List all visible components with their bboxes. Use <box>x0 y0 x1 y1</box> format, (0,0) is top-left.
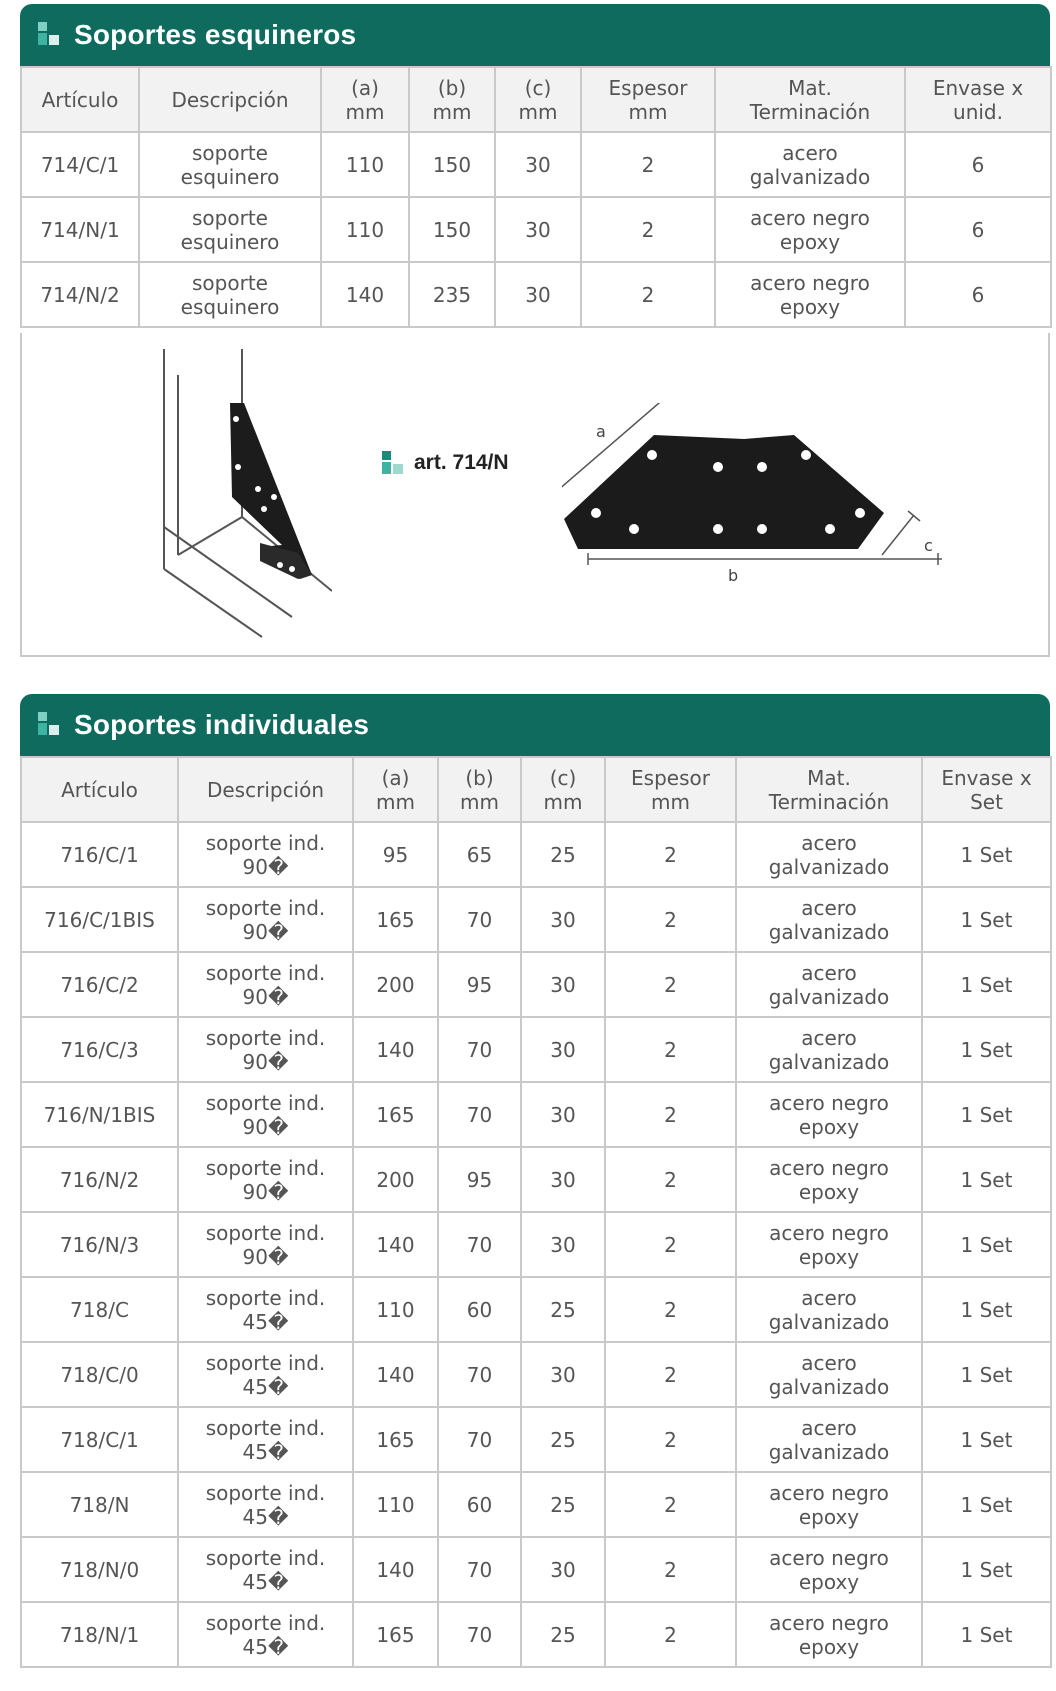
table-cell: 1 Set <box>922 1212 1051 1277</box>
section-header <box>20 694 1050 756</box>
table-cell: 2 <box>605 952 736 1017</box>
table-cell: acero negro epoxy <box>736 1147 922 1212</box>
table-cell: 30 <box>521 1212 605 1277</box>
table-cell: 30 <box>495 132 581 197</box>
table-body <box>21 822 1051 1667</box>
table-row <box>21 887 1051 952</box>
table-cell: acero galvanizado <box>736 1407 922 1472</box>
table-cell: 30 <box>495 197 581 262</box>
table-cell: 30 <box>521 887 605 952</box>
header-cell: Espesor mm <box>581 67 715 132</box>
header-cell: Descripción <box>178 757 353 822</box>
table-cell: soporte ind. 45� <box>178 1472 353 1537</box>
table-cell: acero galvanizado <box>736 887 922 952</box>
table-cell: 2 <box>605 1537 736 1602</box>
table-cell: 714/C/1 <box>21 132 139 197</box>
table-cell: 714/N/2 <box>21 262 139 327</box>
table-cell: acero negro epoxy <box>736 1537 922 1602</box>
table-cell: 95 <box>438 1147 521 1212</box>
table-cell: 2 <box>605 1602 736 1667</box>
table-cell: soporte ind. 45� <box>178 1277 353 1342</box>
table-cell: acero galvanizado <box>736 822 922 887</box>
table-cell: 718/N <box>21 1472 178 1537</box>
brand-squares-icon <box>382 451 404 475</box>
table-cell: 25 <box>521 1277 605 1342</box>
table-cell: 140 <box>353 1212 438 1277</box>
table-cell: 6 <box>905 197 1051 262</box>
table-cell: 1 Set <box>922 822 1051 887</box>
table-cell: 716/C/1 <box>21 822 178 887</box>
table-cell: 2 <box>605 1407 736 1472</box>
table-cell: 200 <box>353 1147 438 1212</box>
header-cell: (c) mm <box>495 67 581 132</box>
product-table <box>20 756 1052 1668</box>
table-cell: 1 Set <box>922 1147 1051 1212</box>
table-cell: 30 <box>521 1147 605 1212</box>
table-cell: acero negro epoxy <box>715 262 905 327</box>
table-row <box>21 1472 1051 1537</box>
table-cell: acero galvanizado <box>736 1277 922 1342</box>
table-cell: 716/N/3 <box>21 1212 178 1277</box>
table-row <box>21 1212 1051 1277</box>
section-header <box>20 4 1050 66</box>
table-cell: 70 <box>438 1602 521 1667</box>
table-cell: soporte ind. 90� <box>178 1147 353 1212</box>
bracket-dimension-diagram <box>562 403 962 603</box>
table-cell: 70 <box>438 1017 521 1082</box>
table-cell: 2 <box>605 1342 736 1407</box>
dimension-label-c: c <box>924 536 933 555</box>
table-cell: soporte esquinero <box>139 262 321 327</box>
table-row <box>21 1017 1051 1082</box>
table-cell: 2 <box>605 1082 736 1147</box>
table-cell: soporte ind. 90� <box>178 1082 353 1147</box>
header-cell: (a) mm <box>353 757 438 822</box>
section-title: Soportes individuales <box>74 709 370 740</box>
table-cell: soporte ind. 45� <box>178 1407 353 1472</box>
table-cell: 70 <box>438 1407 521 1472</box>
brand-squares-icon <box>38 712 64 738</box>
table-cell: 25 <box>521 822 605 887</box>
table-cell: 30 <box>521 1537 605 1602</box>
table-cell: soporte ind. 45� <box>178 1342 353 1407</box>
table-cell: 716/C/2 <box>21 952 178 1017</box>
table-body <box>21 132 1051 327</box>
table-cell: 1 Set <box>922 1472 1051 1537</box>
table-cell: 1 Set <box>922 1082 1051 1147</box>
table-cell: soporte ind. 90� <box>178 887 353 952</box>
table-cell: 718/C/0 <box>21 1342 178 1407</box>
table-cell: 25 <box>521 1472 605 1537</box>
table-row <box>21 952 1051 1017</box>
table-cell: 1 Set <box>922 1017 1051 1082</box>
table-cell: 1 Set <box>922 1277 1051 1342</box>
table-cell: 2 <box>605 1277 736 1342</box>
table-cell: soporte esquinero <box>139 132 321 197</box>
table-cell: 2 <box>605 1472 736 1537</box>
table-cell: 6 <box>905 132 1051 197</box>
table-cell: 30 <box>521 952 605 1017</box>
table-cell: 30 <box>521 1342 605 1407</box>
article-caption <box>382 451 509 475</box>
brand-squares-icon <box>38 22 64 48</box>
table-cell: acero negro epoxy <box>736 1082 922 1147</box>
table-cell: 2 <box>605 1212 736 1277</box>
table-cell: 6 <box>905 262 1051 327</box>
table-cell: 1 Set <box>922 887 1051 952</box>
table-cell: 716/C/3 <box>21 1017 178 1082</box>
article-caption-text: art. 714/N <box>414 451 509 474</box>
table-cell: soporte ind. 90� <box>178 1212 353 1277</box>
table-cell: soporte ind. 90� <box>178 952 353 1017</box>
table-cell: 65 <box>438 822 521 887</box>
table-cell: 2 <box>581 132 715 197</box>
table-cell: acero galvanizado <box>736 952 922 1017</box>
product-table <box>20 66 1052 328</box>
table-row <box>21 822 1051 887</box>
header-cell: (c) mm <box>521 757 605 822</box>
table-cell: 718/N/0 <box>21 1537 178 1602</box>
table-cell: 1 Set <box>922 1537 1051 1602</box>
header-cell: (b) mm <box>409 67 495 132</box>
header-cell: Artículo <box>21 757 178 822</box>
dimension-label-a: a <box>596 422 606 441</box>
product-image-panel <box>20 333 1050 657</box>
table-cell: 140 <box>353 1342 438 1407</box>
table-cell: 70 <box>438 1082 521 1147</box>
section-soportes-individuales <box>20 694 1050 1668</box>
table-cell: 718/N/1 <box>21 1602 178 1667</box>
header-cell: Descripción <box>139 67 321 132</box>
header-cell: Envase x Set <box>922 757 1051 822</box>
table-row <box>21 197 1051 262</box>
table-cell: 1 Set <box>922 1407 1051 1472</box>
section-soportes-esquineros <box>20 4 1050 328</box>
table-cell: 2 <box>581 197 715 262</box>
table-header-row <box>21 67 1051 132</box>
table-row <box>21 1407 1051 1472</box>
table-cell: 2 <box>605 887 736 952</box>
table-header-row <box>21 757 1051 822</box>
table-row <box>21 132 1051 197</box>
table-cell: soporte ind. 90� <box>178 822 353 887</box>
table-cell: 110 <box>353 1472 438 1537</box>
table-cell: 235 <box>409 262 495 327</box>
table-cell: 30 <box>495 262 581 327</box>
dimension-label-b: b <box>728 566 739 585</box>
table-cell: soporte ind. 45� <box>178 1602 353 1667</box>
header-cell: (a) mm <box>321 67 409 132</box>
table-row <box>21 1147 1051 1212</box>
table-cell: acero galvanizado <box>736 1342 922 1407</box>
table-cell: 165 <box>353 1602 438 1667</box>
header-cell: Envase x unid. <box>905 67 1051 132</box>
bracket-installed-illustration <box>132 347 332 647</box>
table-cell: 1 Set <box>922 1602 1051 1667</box>
table-cell: 30 <box>521 1082 605 1147</box>
table-cell: 70 <box>438 1342 521 1407</box>
table-cell: 70 <box>438 1537 521 1602</box>
table-cell: 165 <box>353 887 438 952</box>
table-cell: 2 <box>605 822 736 887</box>
table-cell: 716/N/1BIS <box>21 1082 178 1147</box>
table-cell: 2 <box>581 262 715 327</box>
table-cell: 25 <box>521 1602 605 1667</box>
table-cell: 70 <box>438 887 521 952</box>
table-cell: 60 <box>438 1277 521 1342</box>
table-cell: 60 <box>438 1472 521 1537</box>
header-cell: Espesor mm <box>605 757 736 822</box>
table-cell: soporte ind. 45� <box>178 1537 353 1602</box>
table-cell: 2 <box>605 1017 736 1082</box>
header-cell: Artículo <box>21 67 139 132</box>
table-cell: 718/C <box>21 1277 178 1342</box>
table-cell: acero negro epoxy <box>736 1212 922 1277</box>
section-title: Soportes esquineros <box>74 19 357 50</box>
table-cell: acero negro epoxy <box>736 1472 922 1537</box>
table-cell: 1 Set <box>922 952 1051 1017</box>
table-cell: acero negro epoxy <box>736 1602 922 1667</box>
table-cell: 25 <box>521 1407 605 1472</box>
table-cell: 714/N/1 <box>21 197 139 262</box>
table-cell: 30 <box>521 1017 605 1082</box>
table-cell: 165 <box>353 1407 438 1472</box>
table-cell: acero galvanizado <box>736 1017 922 1082</box>
table-cell: 716/C/1BIS <box>21 887 178 952</box>
table-cell: soporte esquinero <box>139 197 321 262</box>
table-cell: 110 <box>321 197 409 262</box>
table-row <box>21 262 1051 327</box>
table-cell: 95 <box>353 822 438 887</box>
header-cell: Mat. Terminación <box>715 67 905 132</box>
table-cell: 2 <box>605 1147 736 1212</box>
table-cell: 95 <box>438 952 521 1017</box>
table-cell: 140 <box>353 1017 438 1082</box>
table-cell: 716/N/2 <box>21 1147 178 1212</box>
table-cell: 140 <box>321 262 409 327</box>
table-row <box>21 1602 1051 1667</box>
header-cell: Mat. Terminación <box>736 757 922 822</box>
table-cell: 150 <box>409 132 495 197</box>
table-row <box>21 1277 1051 1342</box>
table-cell: 200 <box>353 952 438 1017</box>
table-cell: 70 <box>438 1212 521 1277</box>
table-cell: 150 <box>409 197 495 262</box>
table-row <box>21 1082 1051 1147</box>
table-cell: 165 <box>353 1082 438 1147</box>
header-cell: (b) mm <box>438 757 521 822</box>
table-cell: 140 <box>353 1537 438 1602</box>
table-cell: 110 <box>321 132 409 197</box>
table-cell: 110 <box>353 1277 438 1342</box>
table-cell: soporte ind. 90� <box>178 1017 353 1082</box>
table-row <box>21 1342 1051 1407</box>
table-row <box>21 1537 1051 1602</box>
table-cell: acero galvanizado <box>715 132 905 197</box>
table-cell: acero negro epoxy <box>715 197 905 262</box>
table-cell: 718/C/1 <box>21 1407 178 1472</box>
table-cell: 1 Set <box>922 1342 1051 1407</box>
